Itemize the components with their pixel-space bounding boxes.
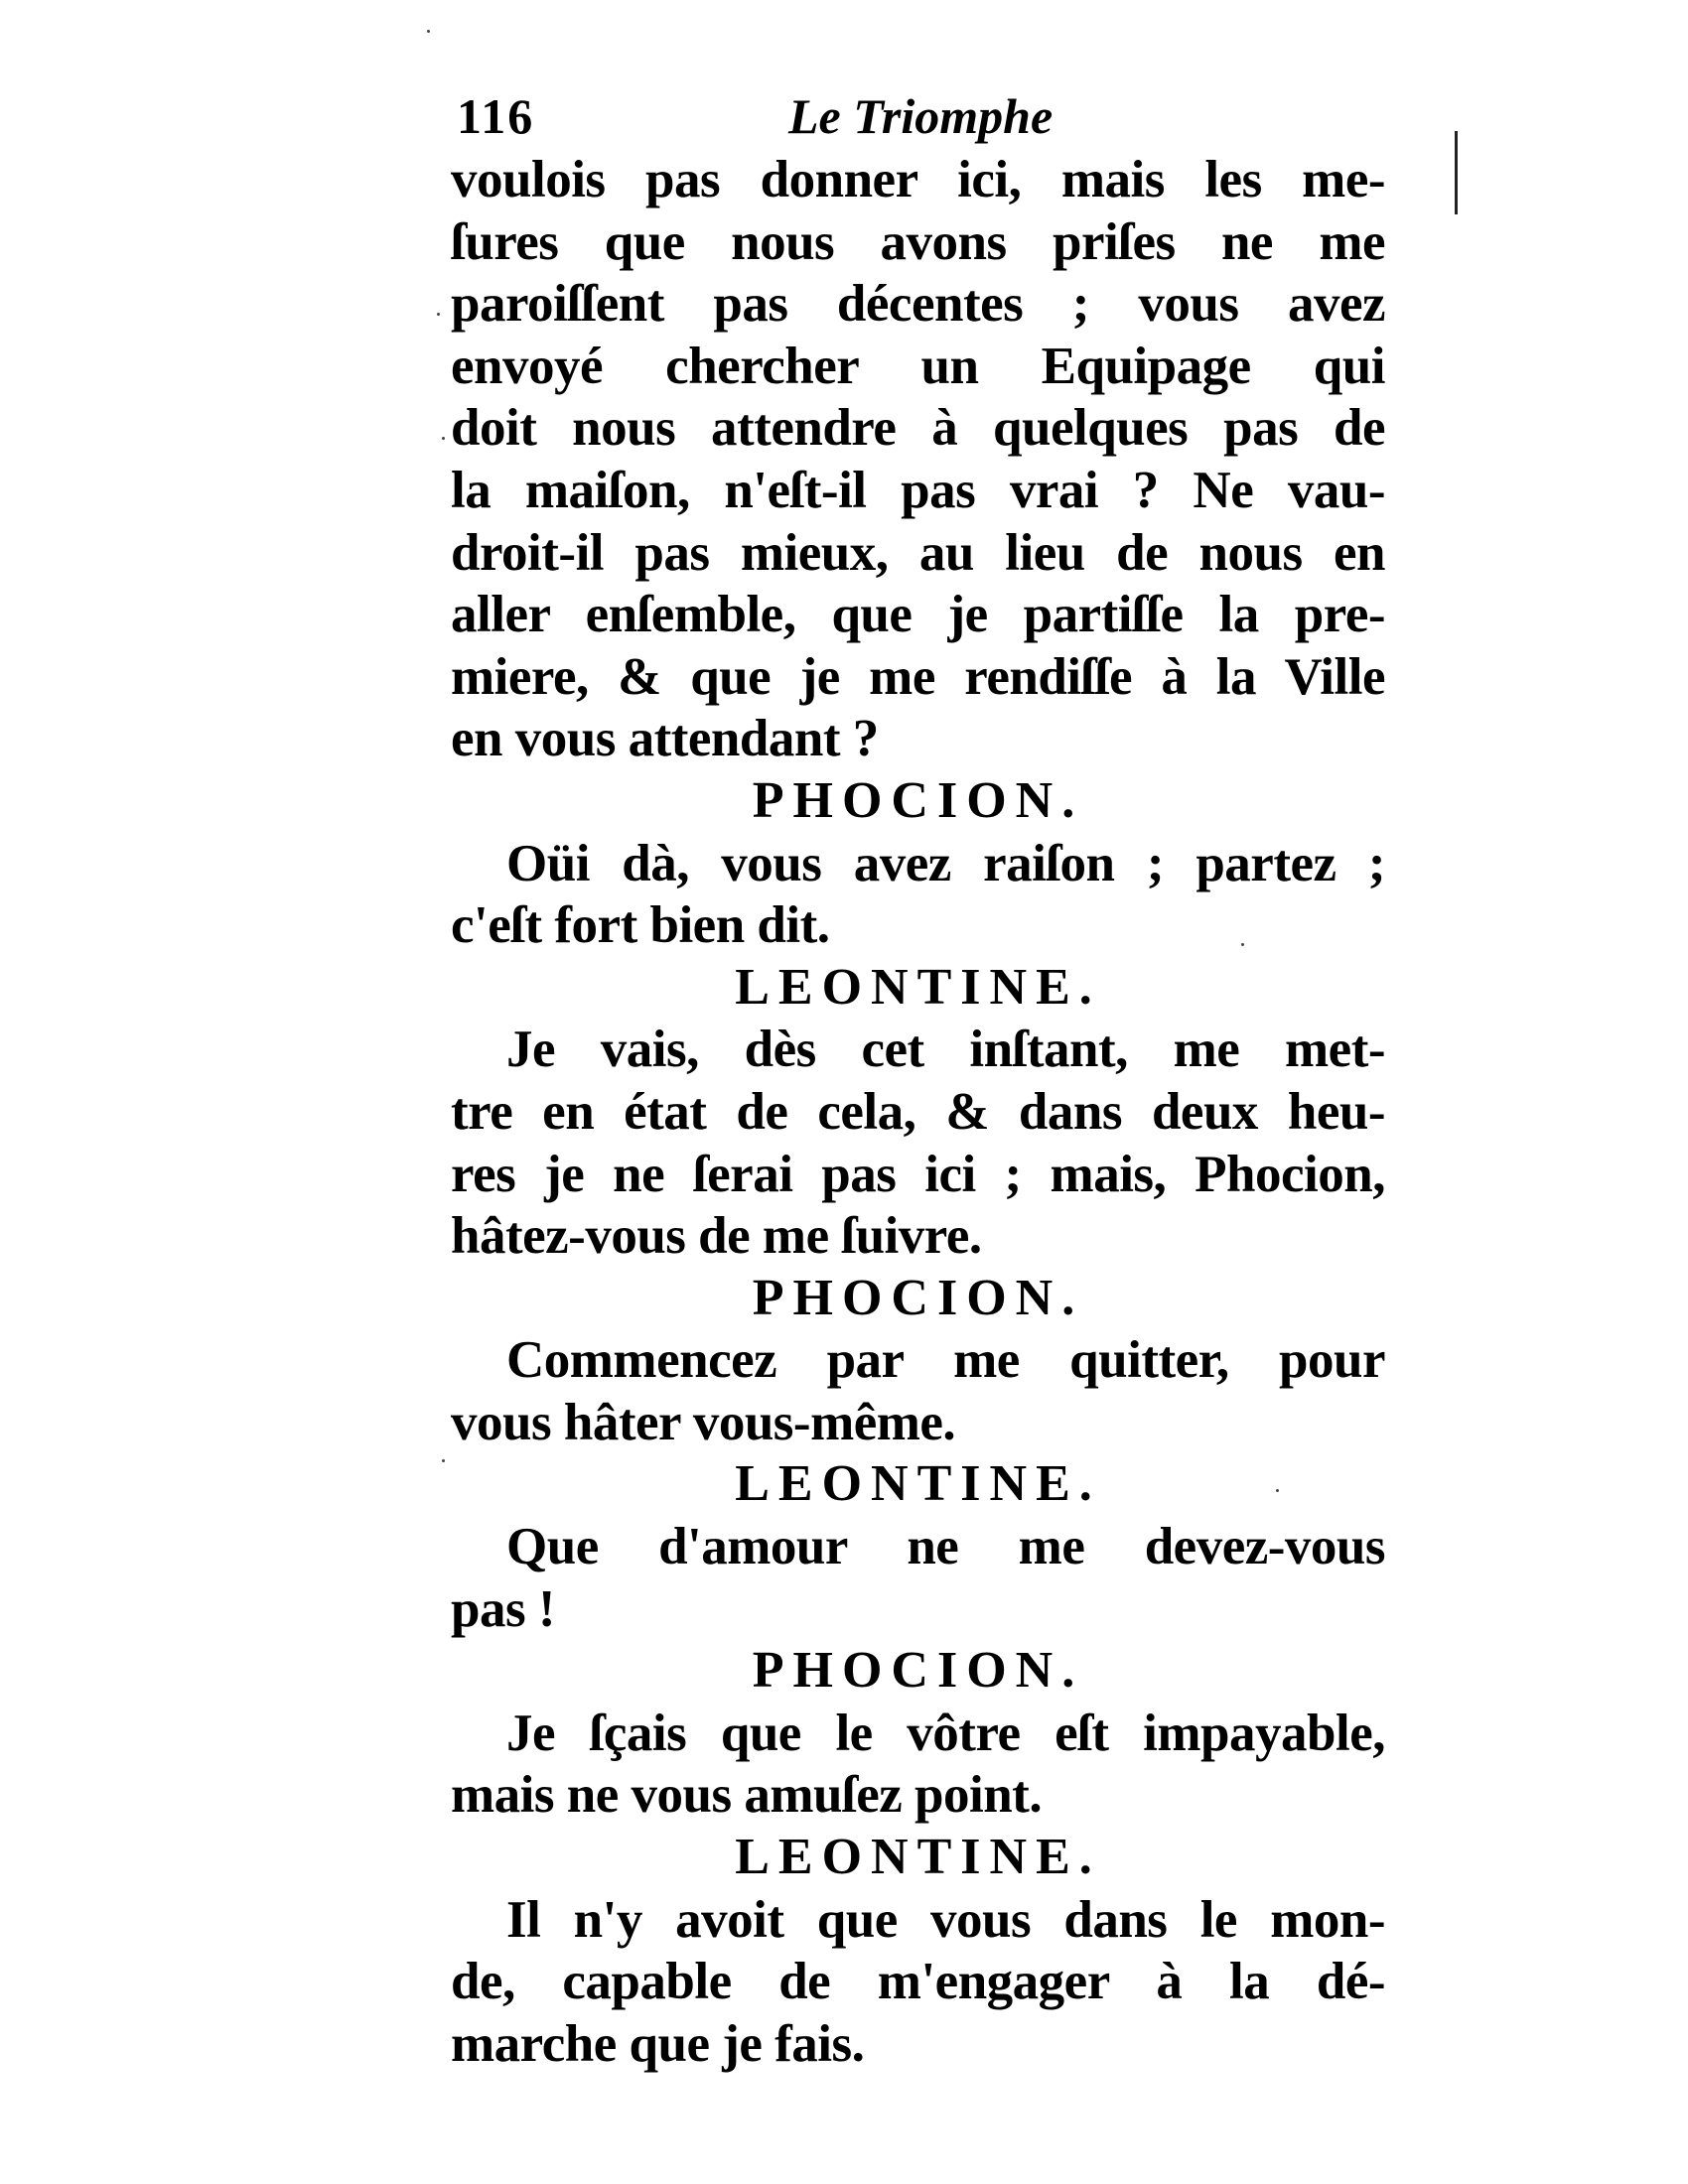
page-number: 116 xyxy=(457,88,535,144)
text-line: vous hâter vous-même. xyxy=(451,1393,956,1451)
page-body xyxy=(451,149,1385,2075)
text-line: hâtez-vous de me ſuivre. xyxy=(451,1207,982,1266)
scan-speck xyxy=(437,313,440,316)
text-line: mais ne vous amuſez point. xyxy=(451,1766,1043,1825)
text-line: de, capable de m'engager à la dé- xyxy=(451,1953,1385,2011)
margin-rule xyxy=(1455,131,1458,214)
text-line: aller enſemble, que je partiſſe la pre- xyxy=(451,586,1385,644)
text-line: en vous attendant ? xyxy=(451,710,879,768)
text-line: miere, & que je me rendiſſe à la Ville xyxy=(451,647,1385,706)
text-line: tre en état de cela, & dans deux heu- xyxy=(451,1082,1385,1141)
text-line: Je vais, dès cet inſtant, me met- xyxy=(506,1021,1385,1079)
speaker-name: LEONTINE. xyxy=(735,1455,1101,1513)
text-line: c'eſt fort bien dit. xyxy=(451,896,830,955)
text-line: Que d'amour ne me devez-vous xyxy=(506,1518,1385,1576)
text-line: droit-il pas mieux, au lieu de nous en xyxy=(451,523,1385,582)
speaker-name: PHOCION. xyxy=(752,771,1084,829)
scan-speck xyxy=(442,1459,445,1462)
text-line: marche que je fais. xyxy=(451,2014,865,2073)
scan-speck xyxy=(1276,1489,1279,1492)
page-header xyxy=(451,87,1385,147)
text-line: la maiſon, n'eſt-il pas vrai ? Ne vau- xyxy=(451,461,1385,519)
text-line: Je ſçais que le vôtre eſt impayable, xyxy=(506,1704,1385,1762)
speaker-name: LEONTINE. xyxy=(735,1829,1101,1886)
text-line: ſures que nous avons priſes ne me xyxy=(451,212,1385,271)
text-line: Commencez par me quitter, pour xyxy=(506,1331,1385,1390)
text-line: Il n'y avoit que vous dans le mon- xyxy=(506,1890,1385,1949)
text-line: envoyé chercher un Equipage qui xyxy=(451,337,1385,395)
text-line: doit nous attendre à quelques pas de xyxy=(451,399,1385,458)
speaker-name: LEONTINE. xyxy=(735,958,1101,1016)
scan-speck xyxy=(1241,943,1244,946)
speaker-name: PHOCION. xyxy=(752,1642,1084,1700)
text-line: res je ne ſerai pas ici ; mais, Phocion, xyxy=(451,1145,1385,1203)
running-title: Le Triomphe xyxy=(788,88,1054,144)
scan-speck xyxy=(427,30,430,33)
scan-speck xyxy=(442,437,445,440)
text-line: paroiſſent pas décentes ; vous avez xyxy=(451,275,1385,334)
speaker-name: PHOCION. xyxy=(752,1269,1084,1326)
text-line: voulois pas donner ici, mais les me- xyxy=(451,151,1385,208)
text-line: pas ! xyxy=(451,1579,556,1638)
text-line: Oüi dà, vous avez raiſon ; partez ; xyxy=(506,834,1385,892)
